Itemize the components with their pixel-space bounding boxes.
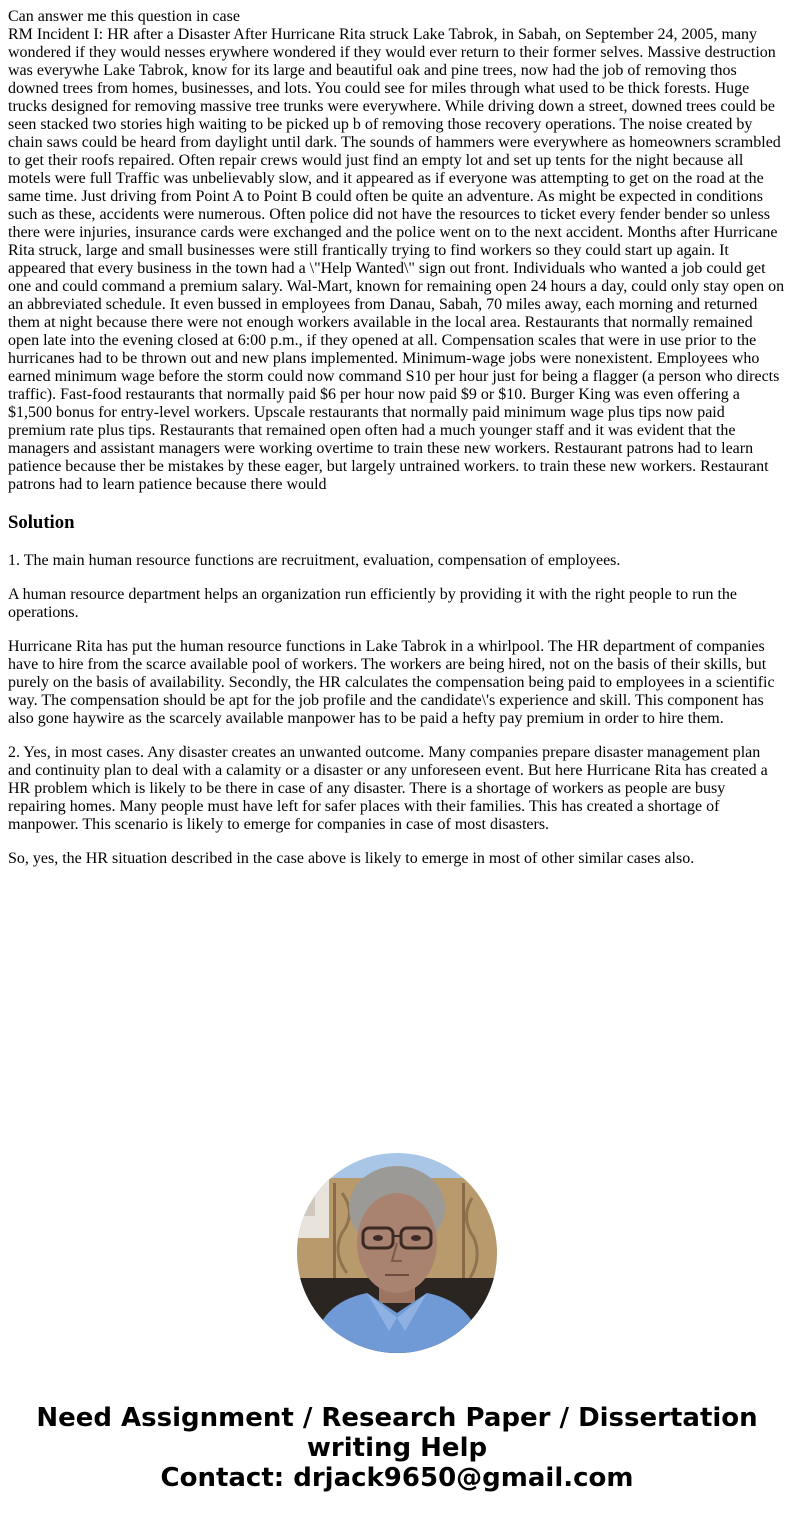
question-block xyxy=(8,8,786,494)
author-avatar xyxy=(297,1153,497,1353)
author-portrait-photo-icon xyxy=(297,1153,497,1353)
page-content xyxy=(8,8,786,868)
answer-paragraph-5: So, yes, the HR situation described in the case above is likely to emerge in most of other similar cases also. xyxy=(8,850,695,867)
answer-paragraph-3: Hurricane Rita has put the human resource functions in Lake Tabrok in a whirlpool. The HR department of companies have to hire from the scarce available pool of workers. The workers are being hired, not on the basis of their skills, but purely on the basis of availability. Secondly, the HR calculates the compensation being paid to employees in a scientific way. The compensation should be apt for the job profile and the candidate\'s experience and skill. This component has also gone haywire as the scarcely available manpower has to be paid a hefty pay premium in order to hire them. xyxy=(8,638,775,727)
promo-line-2: writing Help xyxy=(306,1433,488,1463)
promo-contact-email: Contact: drjack9650@gmail.com xyxy=(160,1463,634,1493)
question-intro: Can answer me this question in case xyxy=(8,8,240,25)
solution-heading: Solution xyxy=(8,512,75,533)
promo-line-1: Need Assignment / Research Paper / Dissertation xyxy=(36,1403,758,1433)
answer-paragraph-1: 1. The main human resource functions are recruitment, evaluation, compensation of employees. xyxy=(8,552,621,569)
answer-paragraph-2: A human resource department helps an organization run efficiently by providing it with the right people to run the operations. xyxy=(8,586,737,621)
question-body: RM Incident I: HR after a Disaster After Hurricane Rita struck Lake Tabrok, in Sabah, on September 24, 2005, many wondered if they would nesses erywhere wondered if they would ever return to their former selves. Massive destruction was everywhe Lake Tabrok, know for its large and beautiful oak and pine trees, now had the job of removing thos downed trees from homes, businesses, and lots. You could see for miles through what used to be thick forests. Huge trucks designed for removing massive tree trunks were everywhere. While driving down a street, downed trees could be seen stacked two stories high waiting to be picked up b of removing those recovery operations. The noise created by chain saws could be heard from daylight until dark. The sounds of hammers were everywhere as homeowners scrambled to get their roofs repaired. Often repair crews would just find an empty lot and set up tents for the night because all motels were full Traffic was unbelievably slow, and it appeared as if everyone was attempting to get on the road at the same time. Just driving from Point A to Point B could often be quite an adventure. As might be expected in conditions such as these, accidents were numerous. Often police did not have the resources to ticket every fender bender so unless there were injuries, insurance cards were exchanged and the police went on to the next accident. Months after Hurricane Rita struck, large and small businesses were still frantically trying to find workers so they could start up again. It appeared that every business in the town had a \"Help Wanted\" sign out front. Individuals who wanted a job could get one and could command a premium salary. Wal-Mart, known for remaining open 24 hours a day, could only stay open on an abbreviated schedule. It even bussed in employees from Danau, Sabah, 70 miles away, each morning and returned them at night because there were not enough workers available in the local area. Restaurants that normally remained open late into the evening closed at 6:00 p.m., if they opened at all. Compensation scales that were in use prior to the hurricanes had to be thrown out and new plans implemented. Minimum-wage jobs were nonexistent. Employees who earned minimum wage before the storm could now command S10 per hour just for being a flagger (a person who directs traffic). Fast-food restaurants that normally paid $6 per hour now paid $9 or $10. Burger King was even offering a $1,500 bonus for entry-level workers. Upscale restaurants that normally paid minimum wage plus tips now paid premium rate plus tips. Restaurants that remained open often had a much younger staff and it was evident that the managers and assistant managers were working overtime to train these new workers. Restaurant patrons had to learn patience because ther be mistakes by these eager, but largely untrained workers. to train these new workers. Restaurant patrons had to learn patience because there would xyxy=(8,26,785,493)
answer-paragraph-4: 2. Yes, in most cases. Any disaster creates an unwanted outcome. Many companies prepare disaster management plan and continuity plan to deal with a calamity or a disaster or any unforeseen event. But here Hurricane Rita has created a HR problem which is likely to be there in case of any disaster. There is a shortage of workers as people are busy repairing homes. Many people must have left for safer places with their families. This has created a shortage of manpower. This scenario is likely to emerge for companies in case of most disasters. xyxy=(8,744,768,833)
promo-banner xyxy=(0,1403,794,1493)
